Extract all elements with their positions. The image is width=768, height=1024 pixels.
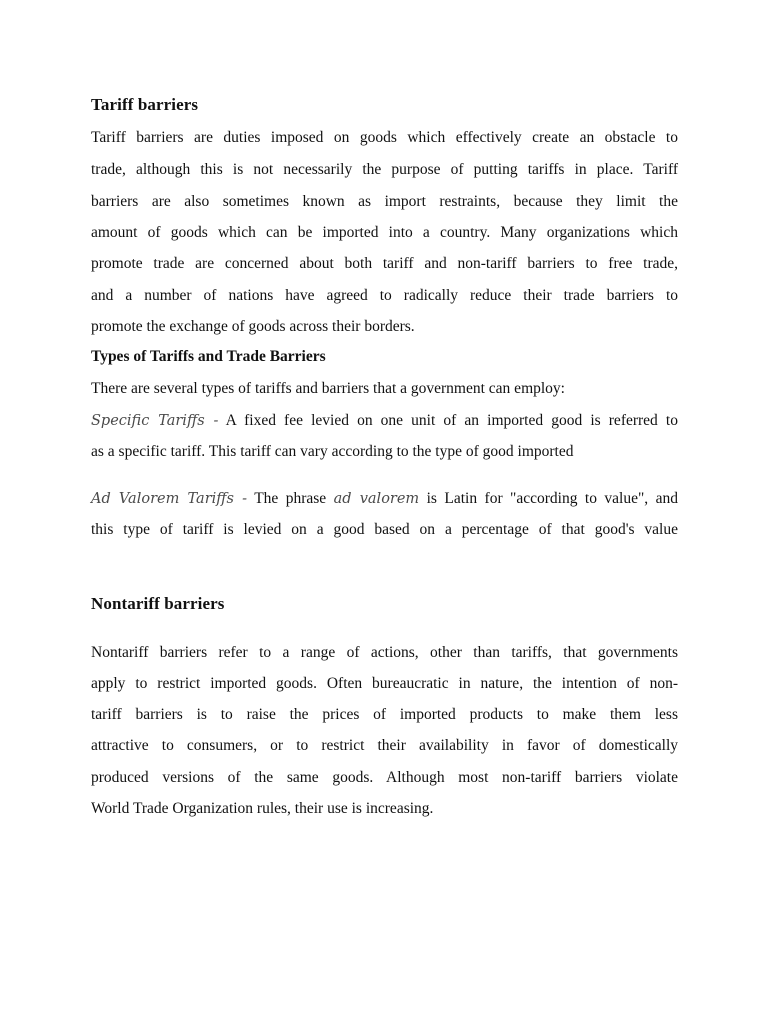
ad-valorem-tariffs-line [91, 489, 678, 509]
paragraph-line: this type of tariff is levied on a good based on a percentage of that good's value [91, 521, 678, 538]
paragraph-line: attractive to consumers, or to restrict their availability in favor of domestically [91, 737, 678, 754]
specific-tariffs-term: Specific Tariffs - [91, 413, 219, 429]
paragraph-line: promote the exchange of goods across their borders. [91, 318, 415, 335]
subheading-types-of-tariffs: Types of Tariffs and Trade Barriers [91, 348, 326, 365]
paragraph-line: World Trade Organization rules, their use is increasing. [91, 800, 434, 817]
paragraph-line: Nontariff barriers refer to a range of actions, other than tariffs, that governments [91, 644, 678, 661]
paragraph-line: produced versions of the same goods. Although most non-tariff barriers violate [91, 769, 678, 786]
section-heading-nontariff-barriers: Nontariff barriers [91, 594, 225, 613]
specific-tariffs-definition: A fixed fee levied on one unit of an imported good is referred to [218, 412, 678, 429]
paragraph-line: trade, although this is not necessarily the purpose of putting tariffs in place. Tariff [91, 161, 678, 178]
ad-valorem-text: is Latin for "according to value", and [419, 490, 678, 507]
types-intro-line: There are several types of tariffs and barriers that a government can employ: [91, 380, 565, 397]
paragraph-line: apply to restrict imported goods. Often bureaucratic in nature, the intention of non- [91, 675, 678, 692]
paragraph-line: barriers are also sometimes known as import restraints, because they limit the [91, 193, 678, 210]
paragraph-line: tariff barriers is to raise the prices of imported products to make them less [91, 706, 678, 723]
ad-valorem-tariffs-term: Ad Valorem Tariffs - [91, 491, 248, 507]
paragraph-line: and a number of nations have agreed to radically reduce their trade barriers to [91, 287, 678, 304]
ad-valorem-phrase: ad valorem [333, 491, 420, 507]
section-heading-tariff-barriers: Tariff barriers [91, 95, 199, 114]
paragraph-line: promote trade are concerned about both tariff and non-tariff barriers to free trade, [91, 255, 678, 272]
paragraph-line: Tariff barriers are duties imposed on goods which effectively create an obstacle to [91, 129, 678, 146]
paragraph-line: amount of goods which can be imported into a country. Many organizations which [91, 224, 678, 241]
ad-valorem-text: The phrase [247, 490, 334, 507]
paragraph-line: as a specific tariff. This tariff can vary according to the type of good imported [91, 443, 574, 460]
specific-tariffs-line [91, 411, 678, 431]
